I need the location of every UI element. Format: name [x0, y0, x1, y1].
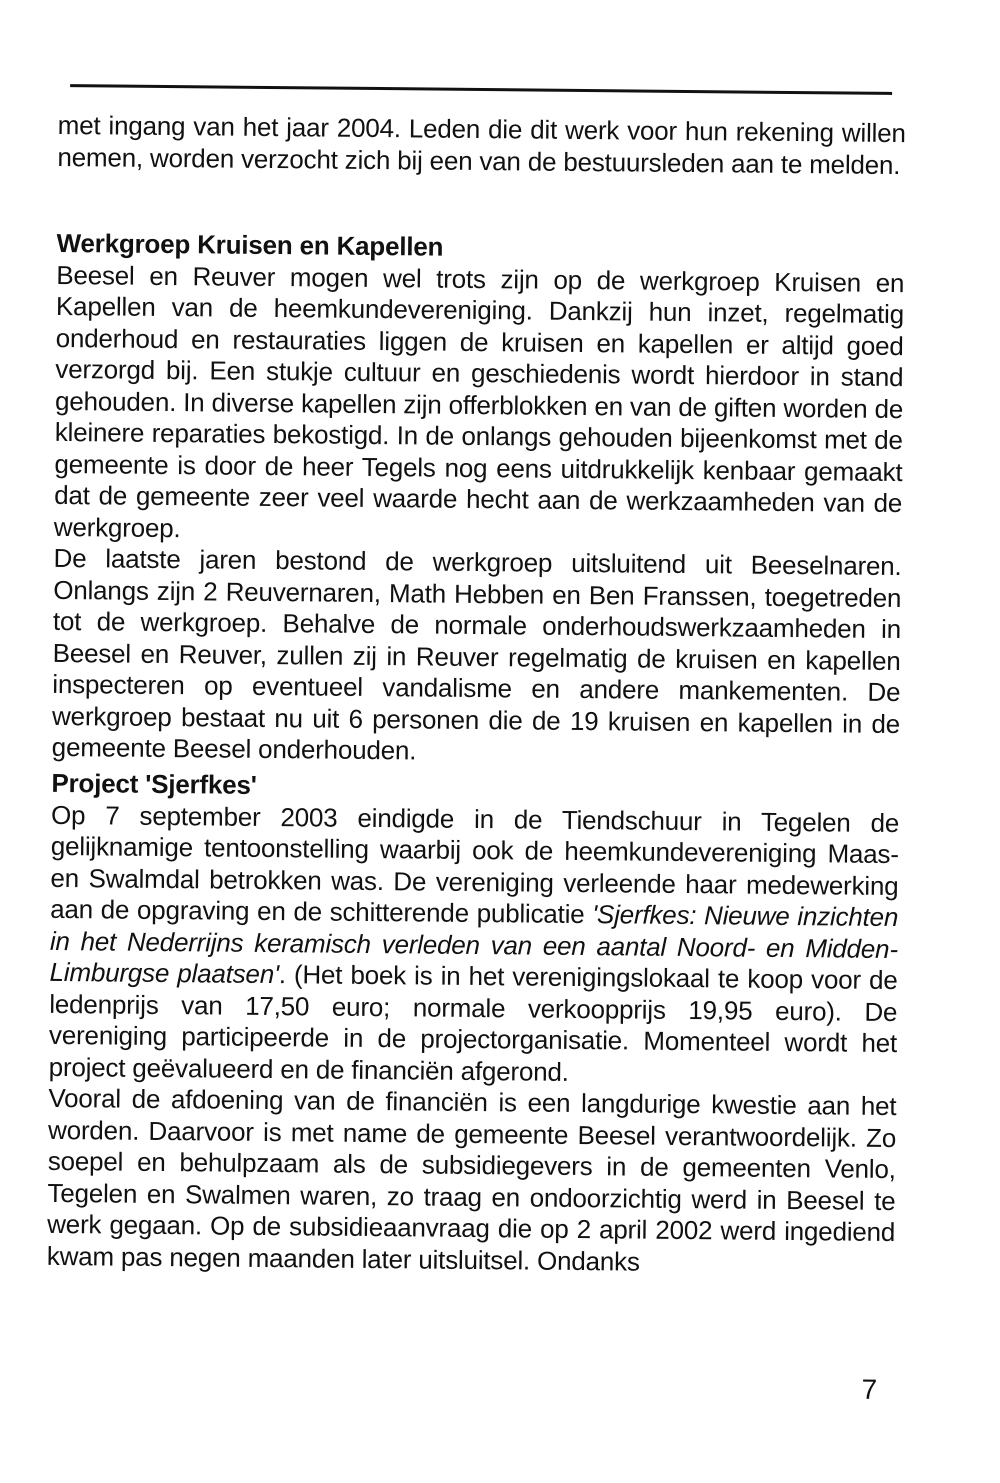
sjerfkes-paragraph-2: Vooral de afdoening van de financiën is een langdurige kwestie aan het worden. Daarvoor is met name de gemeente Beesel verantwoordelijk. Zo soepel en behulpzaam als de subsidiegevers in de gemeenten Venlo, Tegelen en Swalmen waren, zo traag en ondoorzichtig werd in Beesel te werk gegaan. Op de subsidieaanvraag die op 2 april 2002 werd ingediend kwam pas negen maanden later uitsluitsel. Ondanks [46, 1082, 897, 1277]
section-heading-sjerfkes: Project 'Sjerfkes' [51, 767, 257, 800]
section-kruisen-kapellen [52, 228, 905, 772]
intro-block [57, 110, 906, 181]
page-number: 7 [861, 1373, 878, 1405]
sjerfkes-paragraph-1-start: Op 7 september 2003 eindigde in de Tiendschuur in Tegelen de gelijknamige tentoonstelling waarbij ook de heemkundevereniging Maas- en Swalmdal betrokken was. De vereniging verleende haar medewerking aan de opgraving en de schitterende publicatie [50, 799, 900, 930]
header-rule [70, 84, 892, 95]
section-heading-kruisen: Werkgroep Kruisen en Kapellen [56, 227, 444, 262]
sjerfkes-paragraph-1-end: . (Het boek is in het verenigingslokaal te koop voor de ledenprijs van 17,50 euro; normale verkoopprijs 19,95 euro). De vereniging participeerde in de projectorganisatie. Momenteel wordt het project geëvalueerd en de financiën afgerond. [48, 959, 898, 1087]
kruisen-paragraph-2: De laatste jaren bestond de werkgroep uitsluitend uit Beeselnaren. Onlangs zijn 2 Reuvernaren, Math Hebben en Ben Franssen, toegetreden tot de werkgroep. Behalve de normale onderhoudswerkzaamheden in Beesel en Reuver, zullen zij in Reuver regelmatig de kruisen en kapellen inspecteren op eventueel vandalisme en andere mankementen. De werkgroep bestaat nu uit 6 personen die de 19 kruisen en kapellen in de gemeente Beesel onderhouden. [51, 542, 902, 766]
kruisen-paragraph-1: Beesel en Reuver mogen wel trots zijn op de werkgroep Kruisen en Kapellen van de heemkundevereniging. Dankzij hun inzet, regelmatig onderhoud en restauraties liggen de kruisen en kapellen er altijd goed verzorgd bij. Een stukje cultuur en geschiedenis wordt hierdoor in stand gehouden. In diverse kapellen zijn offerblokken en van de giften worden de kleinere reparaties bekostigd. In de onlangs gehouden bijeenkomst met de gemeente is door de heer Tegels nog eens uitdrukkelijk kenbaar gemaakt dat de gemeente zeer veel waarde hecht aan de werkzaamheden van de werkgroep. [53, 259, 905, 543]
publication-title: 'Sjerfkes: Nieuwe inzichten in het Nederrijns keramisch verleden van een aantal Noord- en Midden-Limburgse plaatsen' [49, 899, 899, 990]
section-project-sjerfkes [47, 768, 900, 1280]
intro-paragraph: met ingang van het jaar 2004. Leden die dit werk voor hun rekening willen nemen, worden verzocht zich bij een van de bestuursleden aan te melden. [57, 109, 906, 180]
sjerfkes-paragraph-1 [49, 799, 900, 1091]
